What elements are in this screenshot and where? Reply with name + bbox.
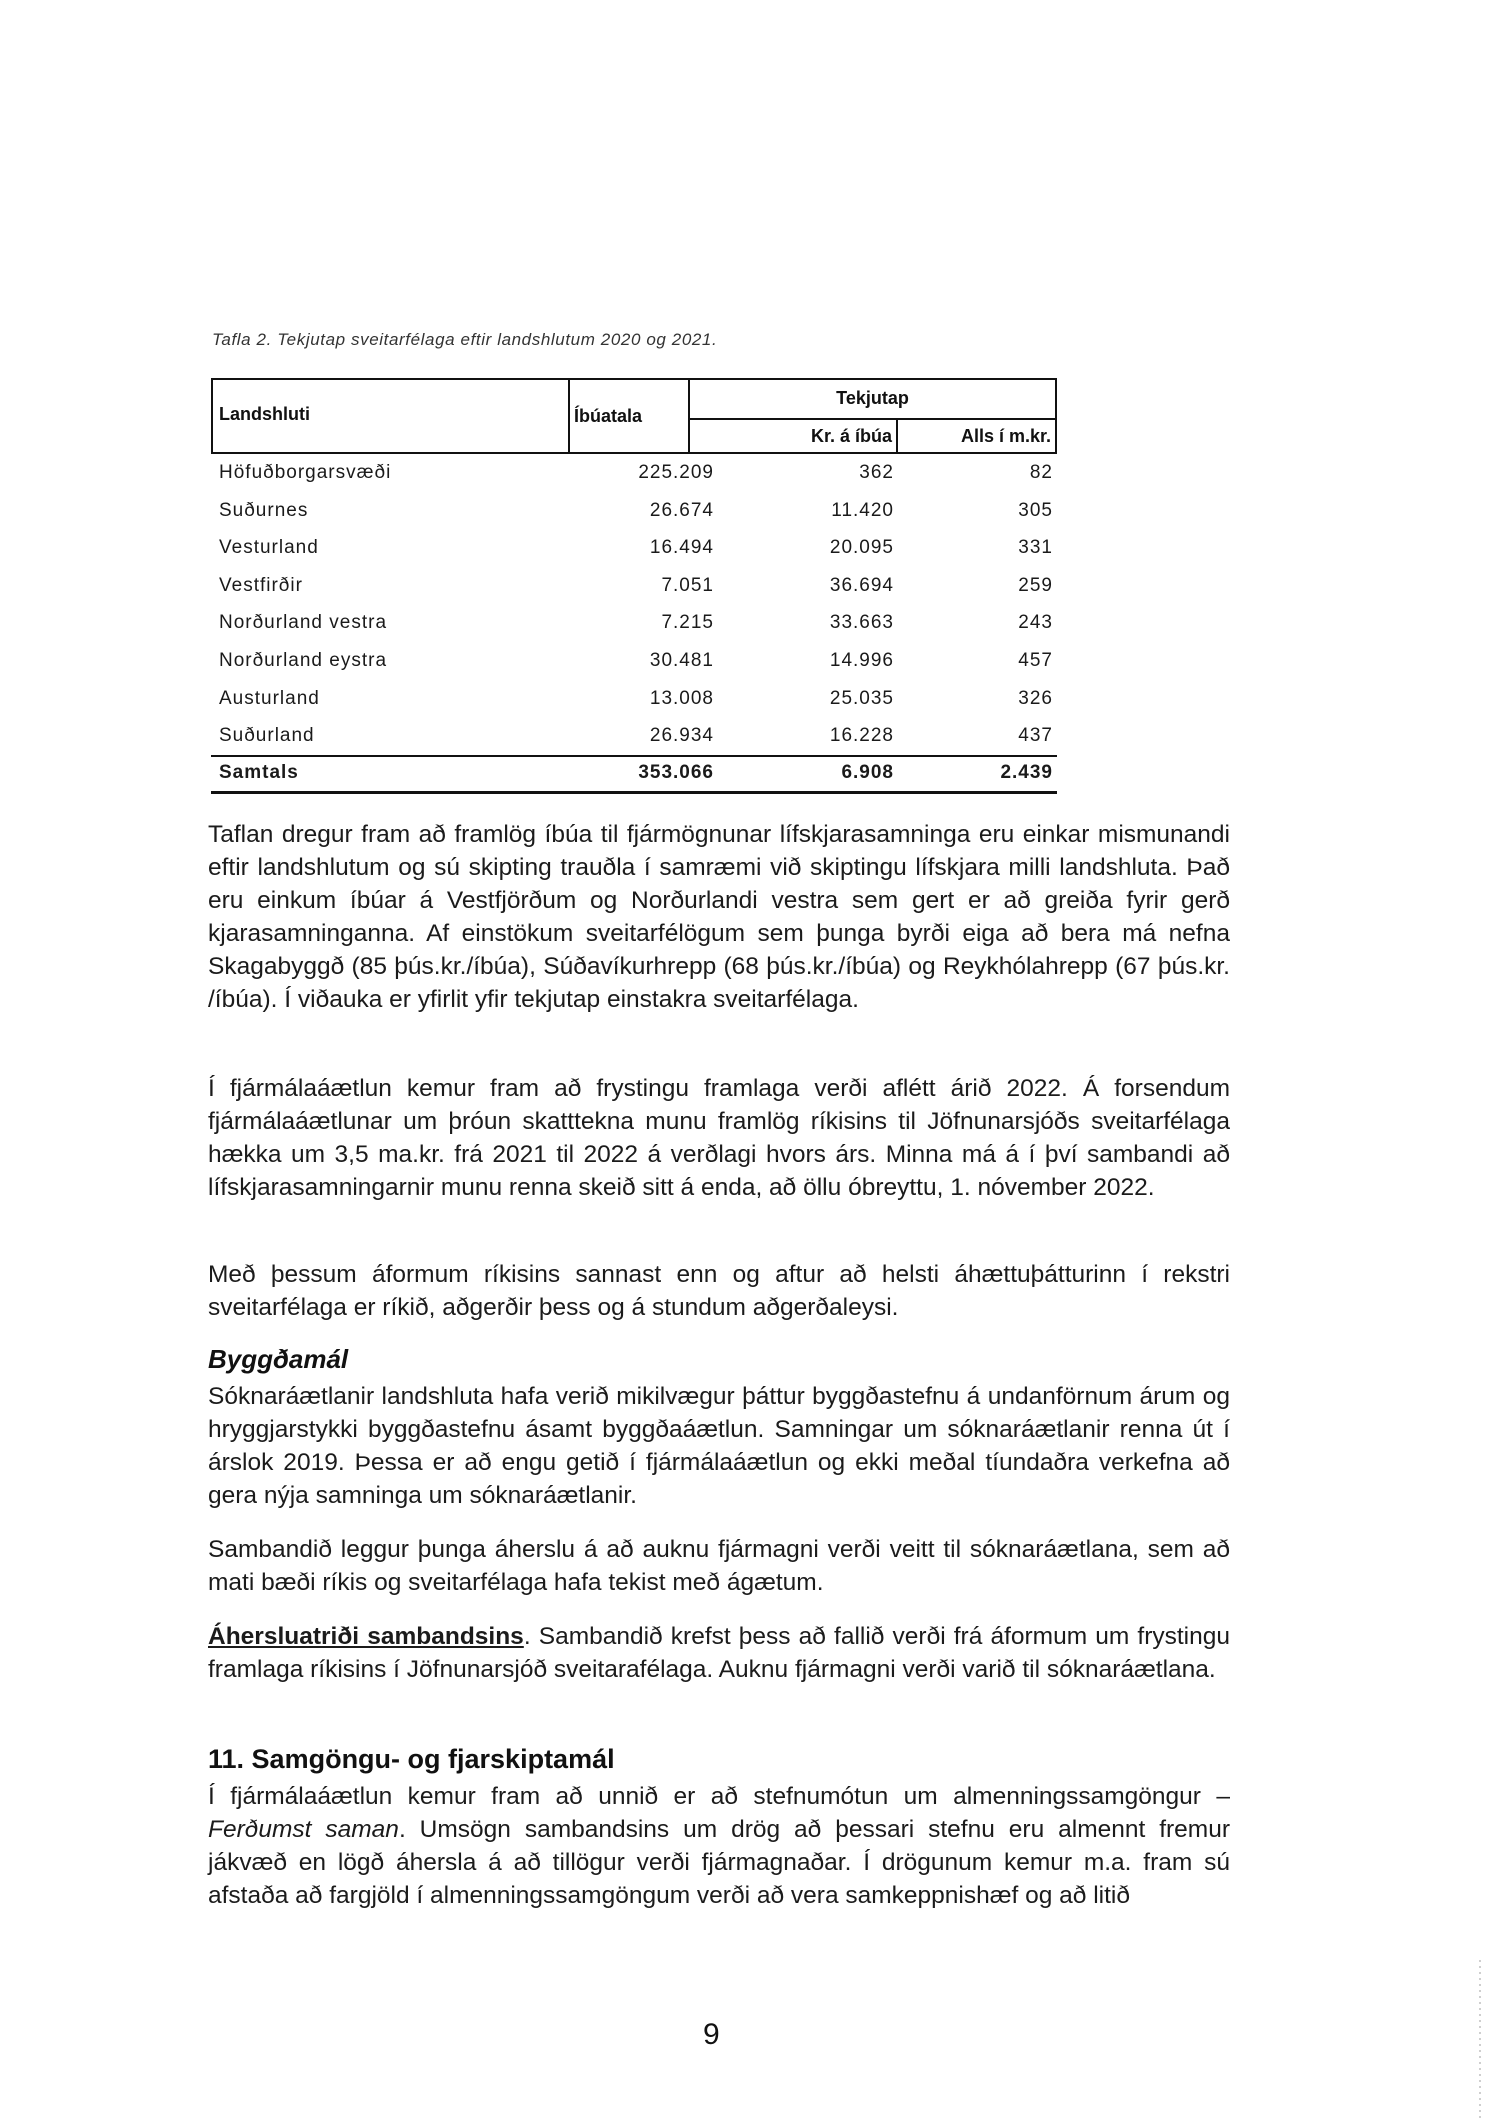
- section-heading-regional-affairs: Byggðamál: [208, 1344, 349, 1374]
- header-population: Íbúatala: [574, 406, 643, 426]
- header-region: Landshluti: [219, 404, 310, 424]
- cell-population: 13.008: [649, 687, 714, 709]
- cell-total-label: Samtals: [219, 761, 299, 783]
- cell-per-capita: 25.035: [829, 687, 894, 709]
- header-revenue-loss-group: Tekjutap: [836, 388, 909, 408]
- table-row: [211, 567, 1057, 605]
- policy-name: Ferðumst saman: [208, 1816, 399, 1843]
- cell-region: Austurland: [219, 687, 320, 709]
- cell-total: 326: [1018, 687, 1053, 709]
- cell-per-capita: 11.420: [831, 499, 894, 521]
- cell-region: Norðurland eystra: [219, 649, 388, 671]
- cell-total-population: 353.066: [638, 761, 714, 783]
- cell-per-capita: 362: [859, 462, 894, 483]
- header-cell-revenue-loss: [690, 380, 1055, 452]
- page-number: 9: [703, 2018, 720, 2051]
- paragraph-key-points: [208, 1620, 1230, 1686]
- cell-per-capita: 14.996: [829, 649, 894, 671]
- table-row: [211, 642, 1057, 680]
- cell-region: Höfuðborgarsvæði: [219, 462, 392, 483]
- cell-total-sum: 2.439: [1000, 761, 1053, 783]
- public-transport-text-a: Í fjármálaáætlun kemur fram að unnið er að stefnumótun um almenningssamgöngur –: [208, 1783, 1230, 1810]
- public-transport-text-b: . Umsögn sambandsins um drög að þessari stefnu eru almennt fremur jákvæð en lögð áhersla á að tillögur verði fjármagnaðar. Í drögunum kemur m.a. fram sú afstaða að fargjöld í almenningssamgöngum verði að vera samkeppnishæf og að litið: [208, 1816, 1231, 1909]
- table-row: [211, 454, 1057, 492]
- cell-region: Suðurland: [219, 725, 315, 747]
- paragraph-state-risk: Með þessum áformum ríkisins sannast enn og aftur að helsti áhættuþátturinn í rekstri sveitarfélaga er ríkið, aðgerðir þess og á stundum aðgerðaleysi.: [208, 1261, 1230, 1321]
- paragraph-public-transport: [208, 1780, 1230, 1912]
- header-cell-per-capita: [690, 420, 898, 452]
- table-row: [211, 717, 1057, 755]
- table-body: [211, 454, 1057, 794]
- cell-population: 225.209: [638, 462, 714, 483]
- cell-population: 16.494: [649, 537, 714, 559]
- cell-region: Vesturland: [219, 537, 319, 559]
- cell-total-per-capita: 6.908: [841, 761, 894, 783]
- cell-region: Norðurland vestra: [219, 612, 388, 634]
- cell-total: 331: [1018, 537, 1053, 559]
- scan-edge-artifact: [1479, 1960, 1481, 2120]
- cell-population: 7.215: [661, 612, 714, 634]
- key-points-label: Áhersluatriði sambandsins: [208, 1623, 524, 1650]
- paragraph-fiscal-plan: Í fjármálaáætlun kemur fram að frystingu framlaga verði aflétt árið 2022. Á forsendum fjármálaáætlunar um þróun skatttekna munu framlög ríkisins til Jöfnunarsjóðs sveitarfélaga hækka um 3,5 ma.kr. frá 2021 til 2022 á verðlagi hvors árs. Minna má á í því sambandi að lífskjarasamningarnir munu renna skeið sitt á enda, að öllu óbreyttu, 1. nóvember 2022.: [208, 1075, 1230, 1201]
- cell-population: 26.934: [649, 725, 714, 747]
- paragraph-table-summary: Taflan dregur fram að framlög íbúa til fjármögnunar lífskjarasamninga eru einkar mismunandi eftir landshlutum og sú skipting trauðla í samræmi við skiptingu lífskjara milli landshluta. Það eru einkum íbúar á Vestfjörðum og Norðurlandi vestra sem gert er að greiða fyrir gerð kjarasamninganna. Af einstökum sveitarfélögum sem þunga byrði eiga að bera má nefna Skagabyggð (85 þús.kr./íbúa), Súðavíkurhrepp (68 þús.kr./íbúa) og Reykhólahrepp (67 þús.kr. /íbúa). Í viðauka er yfirlit yfir tekjutap einstakra sveitarfélaga.: [208, 821, 1230, 1013]
- cell-region: Suðurnes: [219, 499, 309, 521]
- table-header: [211, 378, 1057, 454]
- header-per-capita: Kr. á íbúa: [810, 426, 892, 446]
- key-points-text: . Sambandið krefst þess að fallið verði frá áformum um frystingu framlaga ríkisins í Jöfnunarsjóð sveitarafélaga. Auknu fjármagni verði varið til sóknaráætlana.: [208, 1623, 1230, 1683]
- cell-total: 259: [1018, 574, 1053, 596]
- header-group-cell: [690, 380, 1055, 420]
- header-cell-population: [570, 380, 690, 452]
- cell-per-capita: 16.228: [829, 725, 894, 747]
- table-total-row: [211, 755, 1057, 794]
- revenue-loss-table: [211, 378, 1057, 794]
- cell-total: 82: [1029, 462, 1053, 483]
- cell-per-capita: 20.095: [829, 537, 894, 559]
- cell-region: Vestfirðir: [219, 574, 303, 596]
- table-caption: Tafla 2. Tekjutap sveitarfélaga eftir landshlutum 2020 og 2021.: [212, 330, 718, 349]
- header-cell-region: [213, 380, 570, 452]
- cell-per-capita: 33.663: [829, 612, 894, 634]
- cell-total: 305: [1018, 499, 1053, 521]
- paragraph-regional-plans: Sóknaráætlanir landshluta hafa verið mikilvægur þáttur byggðastefnu á undanförnum árum og hryggjarstykki byggðastefnu ásamt byggðaáætlun. Samningar um sóknaráætlanir renna út í árslok 2019. Þessa er að engu getið í fjármálaáætlun og ekki meðal tíundaðra verkefna að gera nýja samninga um sóknaráætlanir.: [208, 1383, 1230, 1509]
- cell-population: 7.051: [661, 574, 714, 596]
- table-row: [211, 492, 1057, 530]
- header-total: Alls í m.kr.: [960, 426, 1051, 446]
- cell-total: 243: [1018, 612, 1053, 634]
- table-row: [211, 680, 1057, 718]
- cell-per-capita: 36.694: [829, 574, 894, 596]
- table-row: [211, 604, 1057, 642]
- header-cell-total: [898, 420, 1055, 452]
- table-row: [211, 529, 1057, 567]
- paragraph-association-emphasis: Sambandið leggur þunga áherslu á að auknu fjármagni verði veitt til sóknaráætlana, sem að mati bæði ríkis og sveitarfélaga hafa tekist með ágætum.: [208, 1536, 1230, 1596]
- cell-population: 26.674: [649, 499, 714, 521]
- cell-total: 437: [1018, 725, 1053, 747]
- cell-total: 457: [1018, 649, 1053, 671]
- cell-population: 30.481: [649, 649, 714, 671]
- section-heading-transport-telecom: 11. Samgöngu- og fjarskiptamál: [208, 1744, 615, 1774]
